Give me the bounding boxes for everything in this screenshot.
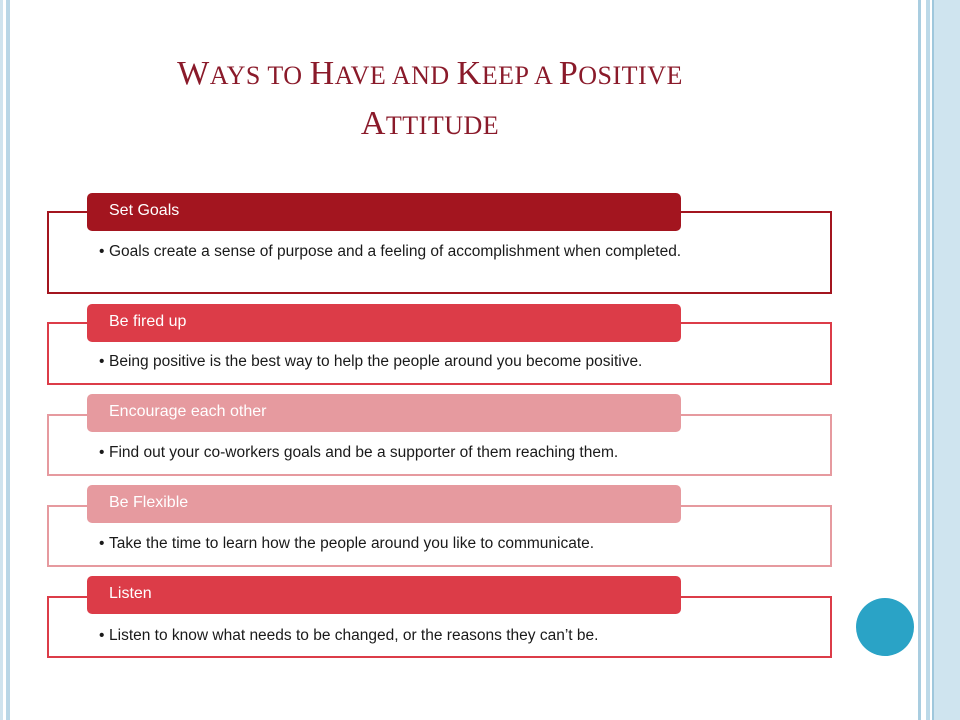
bullet-icon: •: [99, 353, 105, 370]
title-rest: TTITUDE: [385, 111, 500, 140]
item-text: [99, 443, 812, 462]
bullet-icon: •: [99, 243, 105, 260]
title-cap: P: [558, 55, 579, 92]
item-text: [99, 352, 812, 371]
list-item-encourage-each-other: [47, 394, 832, 476]
item-text-content: Take the time to learn how the people around you like to communicate.: [109, 535, 595, 552]
item-heading: Be Flexible: [109, 494, 189, 511]
title-rest: AVE AND: [334, 61, 457, 90]
item-text-content: Find out your co-workers goals and be a supporter of them reaching them.: [109, 444, 619, 461]
bullet-icon: •: [99, 444, 105, 461]
item-heading: Encourage each other: [109, 403, 267, 420]
item-heading: Set Goals: [109, 202, 180, 219]
item-heading-tab: [87, 304, 681, 342]
list-item-set-goals: [47, 193, 832, 294]
item-heading-tab: [87, 193, 681, 231]
right-border-decoration: [914, 0, 960, 720]
bullet-icon: •: [99, 535, 105, 552]
title-rest: OSITIVE: [578, 61, 683, 90]
item-text: [99, 626, 812, 645]
title-cap: W: [177, 55, 210, 92]
list-item-be-fired-up: [47, 304, 832, 385]
bullet-icon: •: [99, 627, 105, 644]
item-text: [99, 534, 812, 553]
item-text-content: Being positive is the best way to help the people around you become positive.: [109, 353, 643, 370]
item-text: [99, 242, 812, 261]
title-rest: AYS TO: [209, 61, 310, 90]
item-heading-tab: [87, 394, 681, 432]
item-text-content: Goals create a sense of purpose and a feeling of accomplishment when completed.: [109, 243, 682, 260]
left-border-decoration: [0, 0, 10, 720]
title-cap: A: [360, 105, 386, 142]
item-heading: Listen: [109, 585, 152, 602]
accent-circle: [856, 598, 914, 656]
item-heading-tab: [87, 485, 681, 523]
item-text-content: Listen to know what needs to be changed, or the reasons they can’t be.: [109, 627, 599, 644]
title-rest: EEP A: [481, 61, 559, 90]
title-cap: K: [456, 55, 482, 92]
title-cap: H: [309, 55, 335, 92]
slide-title: [60, 50, 800, 150]
item-heading: Be fired up: [109, 313, 187, 330]
list-item-be-flexible: [47, 485, 832, 567]
item-heading-tab: [87, 576, 681, 614]
title-line-1: [60, 50, 800, 100]
title-line-2: [60, 100, 800, 150]
list-item-listen: [47, 576, 832, 658]
